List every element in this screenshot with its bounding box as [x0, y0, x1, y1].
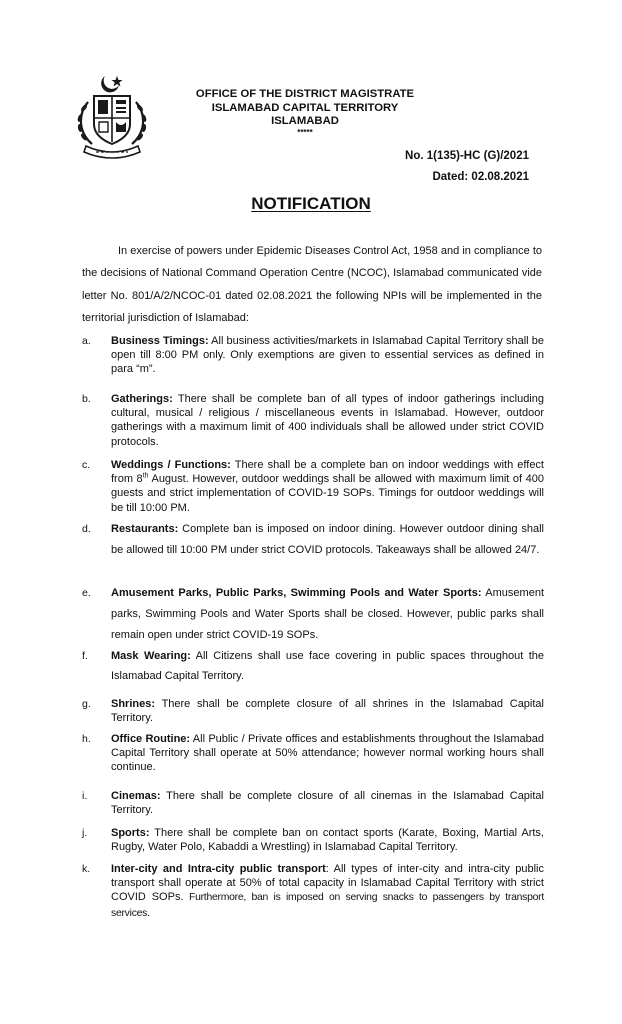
item-label: g.: [82, 698, 91, 710]
item-label: i.: [82, 790, 88, 802]
office-header: [160, 88, 450, 137]
item-body: Amusement parks, Swimming Pools and Water Sports shall be closed. However, public parks shall remain open under strict COVID-19 SOPs.: [111, 587, 544, 641]
list-item: [82, 392, 544, 449]
state-emblem-icon: [70, 72, 154, 160]
item-text: [111, 334, 544, 377]
office-line-1: OFFICE OF THE DISTRICT MAGISTRATE: [195, 88, 415, 100]
document-title-wrap: [0, 194, 622, 214]
list-item: [82, 697, 544, 725]
item-heading: Cinemas:: [111, 790, 161, 802]
item-text: [111, 392, 544, 449]
item-label: b.: [82, 393, 91, 405]
item-body-before: There shall be a complete ban on indoor weddings with effect from 8: [111, 459, 544, 486]
item-body: There shall be complete closure of all cinemas in the Islamabad Capital Territory.: [111, 790, 544, 817]
item-body: There shall be complete closure of all shrines in the Islamabad Capital Territory.: [111, 698, 544, 725]
item-heading: Business Timings:: [111, 335, 209, 347]
item-heading: Amusement Parks, Public Parks, Swimming Pools and Water Sports:: [111, 587, 482, 599]
list-item: [82, 458, 544, 515]
item-label: f.: [82, 650, 88, 662]
item-heading: Gatherings:: [111, 393, 173, 405]
item-label: c.: [82, 459, 91, 471]
reference-number: No. 1(135)-HC (G)/2021: [405, 150, 529, 162]
item-label: j.: [82, 827, 88, 839]
item-heading: Restaurants:: [111, 523, 179, 535]
item-text: [111, 583, 544, 646]
item-body-small: Furthermore, ban is imposed on serving snacks to passengers by transport services.: [111, 892, 544, 919]
list-item: [82, 732, 544, 775]
item-text: [111, 732, 544, 775]
item-heading: Inter-city and Intra-city public transport: [111, 863, 326, 875]
item-label: k.: [82, 863, 91, 875]
item-body: All Citizens shall use face covering in public spaces throughout the Islamabad Capital Territory.: [111, 650, 544, 682]
item-body: All Public / Private offices and establishments throughout the Islamabad Capital Territory shall operate at 50% attendance; however normal working hours shall continue.: [111, 733, 544, 774]
office-line-2: ISLAMABAD CAPITAL TERRITORY: [211, 101, 399, 114]
item-heading: Office Routine:: [111, 733, 191, 745]
list-item: [82, 583, 544, 646]
item-text: [111, 519, 544, 561]
list-item: [82, 789, 544, 817]
item-text: [111, 826, 544, 854]
item-heading: Sports:: [111, 827, 150, 839]
item-body: All business activities/markets in Islamabad Capital Territory shall be open till 8:00 PM only. Only exemptions are given to essential services as defined in para “m”.: [111, 335, 544, 376]
item-label: h.: [82, 733, 91, 745]
office-line-3: ISLAMABAD: [271, 115, 339, 127]
document-title: NOTIFICATION: [251, 194, 371, 213]
item-superscript: th: [142, 472, 149, 480]
item-body: There shall be complete ban of all types of indoor gatherings including cultural, musical / religious / miscellaneous events in Islamabad. However, outdoor gatherings with a maximum limit of 400 individuals shall be allowed under strict COVID protocols.: [111, 393, 544, 448]
item-body-after: August. However, outdoor weddings shall be allowed with maximum limit of 400 guests and strict implementation of COVID-19 SOPs. Timings for outdoor weddings will be till 10:00 PM.: [111, 473, 544, 514]
item-heading: Mask Wearing:: [111, 650, 191, 662]
item-text: [111, 789, 544, 817]
item-text: [111, 862, 544, 921]
item-label: a.: [82, 335, 91, 347]
item-body: : All types of inter-city and intra-city public transport shall operate at 50% of total capacity in Islamabad Capital Territory with strict COVID SOPs.: [111, 863, 545, 904]
list-item: [82, 519, 544, 561]
item-text: [111, 458, 544, 515]
intro-text: In exercise of powers under Epidemic Diseases Control Act, 1958 and in compliance to the decisions of National Command Operation Centre (NCOC), Islamabad communicated vide letter No. 801/A/2/NCOC-01 dated 02.08.2021 the following NPIs will be implemented in the territorial jurisdiction of Islamabad:: [82, 245, 542, 324]
list-item: [82, 862, 544, 921]
list-item: [82, 334, 544, 377]
office-stars: *****: [297, 127, 313, 137]
list-item: [82, 646, 544, 686]
item-body: Complete ban is imposed on indoor dining. However outdoor dining shall be allowed till 10:00 PM under strict COVID protocols. Takeaways shall be allowed 24/7.: [111, 523, 544, 556]
item-label: d.: [82, 523, 91, 535]
item-text: [111, 697, 544, 725]
item-text: [111, 646, 544, 686]
item-heading: Weddings / Functions:: [111, 459, 231, 471]
reference-date: Dated: 02.08.2021: [432, 171, 529, 183]
intro-paragraph: [82, 240, 542, 329]
list-item: [82, 826, 544, 854]
item-heading: Shrines:: [111, 698, 156, 710]
item-body: There shall be complete ban on contact sports (Karate, Boxing, Martial Arts, Rugby, Water Polo, Kabaddi a Wrestling) in Islamabad Capital Territory.: [111, 827, 544, 854]
item-label: e.: [82, 587, 91, 599]
